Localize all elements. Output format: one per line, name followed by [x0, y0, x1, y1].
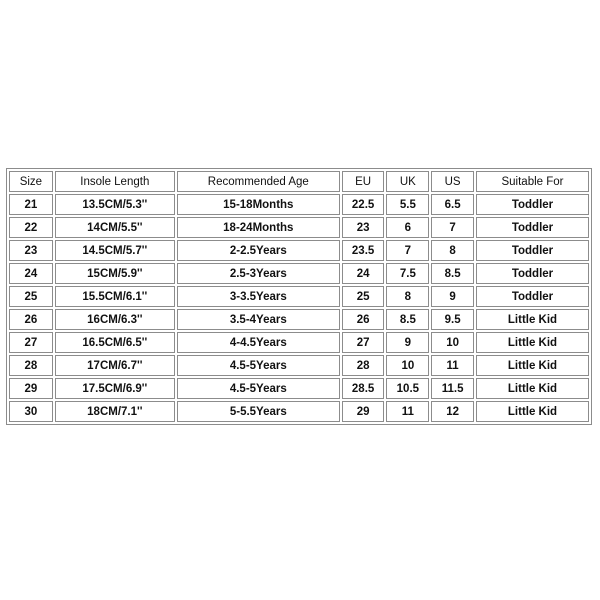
table-row [9, 263, 589, 284]
table-row [9, 355, 589, 376]
cell-insole-length: 14CM/5.5'' [55, 217, 175, 238]
table-row [9, 240, 589, 261]
cell-recommended-age: 15-18Months [177, 194, 340, 215]
cell-eu: 24 [342, 263, 385, 284]
cell-insole-length: 13.5CM/5.3'' [55, 194, 175, 215]
cell-eu: 23.5 [342, 240, 385, 261]
cell-uk: 7.5 [386, 263, 429, 284]
cell-size: 30 [9, 401, 53, 422]
cell-us: 8 [431, 240, 474, 261]
cell-recommended-age: 4.5-5Years [177, 378, 340, 399]
table-row [9, 194, 589, 215]
cell-size: 23 [9, 240, 53, 261]
cell-uk: 8.5 [386, 309, 429, 330]
cell-us: 6.5 [431, 194, 474, 215]
cell-size: 29 [9, 378, 53, 399]
header-us: US [431, 171, 474, 192]
cell-recommended-age: 3.5-4Years [177, 309, 340, 330]
cell-eu: 28 [342, 355, 385, 376]
cell-uk: 7 [386, 240, 429, 261]
cell-size: 27 [9, 332, 53, 353]
cell-eu: 27 [342, 332, 385, 353]
cell-eu: 25 [342, 286, 385, 307]
cell-suitable-for: Toddler [476, 263, 589, 284]
header-eu: EU [342, 171, 385, 192]
cell-recommended-age: 18-24Months [177, 217, 340, 238]
table-row [9, 332, 589, 353]
cell-insole-length: 16.5CM/6.5'' [55, 332, 175, 353]
cell-insole-length: 15CM/5.9'' [55, 263, 175, 284]
cell-recommended-age: 4.5-5Years [177, 355, 340, 376]
header-recommended-age: Recommended Age [177, 171, 340, 192]
cell-size: 24 [9, 263, 53, 284]
header-suitable-for: Suitable For [476, 171, 589, 192]
cell-insole-length: 16CM/6.3'' [55, 309, 175, 330]
cell-us: 8.5 [431, 263, 474, 284]
cell-suitable-for: Toddler [476, 194, 589, 215]
cell-uk: 9 [386, 332, 429, 353]
cell-uk: 11 [386, 401, 429, 422]
cell-eu: 29 [342, 401, 385, 422]
size-chart-body [9, 194, 589, 422]
cell-recommended-age: 4-4.5Years [177, 332, 340, 353]
cell-insole-length: 17CM/6.7'' [55, 355, 175, 376]
cell-insole-length: 14.5CM/5.7'' [55, 240, 175, 261]
table-row [9, 378, 589, 399]
cell-insole-length: 15.5CM/6.1'' [55, 286, 175, 307]
cell-suitable-for: Toddler [476, 217, 589, 238]
cell-recommended-age: 2-2.5Years [177, 240, 340, 261]
cell-suitable-for: Little Kid [476, 401, 589, 422]
cell-uk: 10.5 [386, 378, 429, 399]
cell-recommended-age: 2.5-3Years [177, 263, 340, 284]
cell-us: 12 [431, 401, 474, 422]
cell-insole-length: 17.5CM/6.9'' [55, 378, 175, 399]
cell-us: 10 [431, 332, 474, 353]
cell-suitable-for: Little Kid [476, 378, 589, 399]
cell-uk: 8 [386, 286, 429, 307]
cell-us: 9 [431, 286, 474, 307]
cell-recommended-age: 5-5.5Years [177, 401, 340, 422]
cell-eu: 28.5 [342, 378, 385, 399]
cell-size: 25 [9, 286, 53, 307]
cell-size: 22 [9, 217, 53, 238]
cell-suitable-for: Little Kid [476, 332, 589, 353]
cell-size: 21 [9, 194, 53, 215]
cell-us: 11.5 [431, 378, 474, 399]
size-chart-table [6, 168, 592, 425]
cell-suitable-for: Toddler [476, 286, 589, 307]
cell-uk: 6 [386, 217, 429, 238]
table-row [9, 309, 589, 330]
cell-eu: 26 [342, 309, 385, 330]
cell-us: 9.5 [431, 309, 474, 330]
cell-size: 28 [9, 355, 53, 376]
table-row [9, 401, 589, 422]
cell-eu: 23 [342, 217, 385, 238]
cell-eu: 22.5 [342, 194, 385, 215]
table-row [9, 217, 589, 238]
cell-insole-length: 18CM/7.1'' [55, 401, 175, 422]
cell-size: 26 [9, 309, 53, 330]
cell-uk: 5.5 [386, 194, 429, 215]
cell-suitable-for: Toddler [476, 240, 589, 261]
header-insole-length: Insole Length [55, 171, 175, 192]
cell-recommended-age: 3-3.5Years [177, 286, 340, 307]
cell-us: 11 [431, 355, 474, 376]
cell-uk: 10 [386, 355, 429, 376]
cell-suitable-for: Little Kid [476, 355, 589, 376]
table-header-row [9, 171, 589, 192]
header-size: Size [9, 171, 53, 192]
cell-suitable-for: Little Kid [476, 309, 589, 330]
table-row [9, 286, 589, 307]
header-uk: UK [386, 171, 429, 192]
cell-us: 7 [431, 217, 474, 238]
